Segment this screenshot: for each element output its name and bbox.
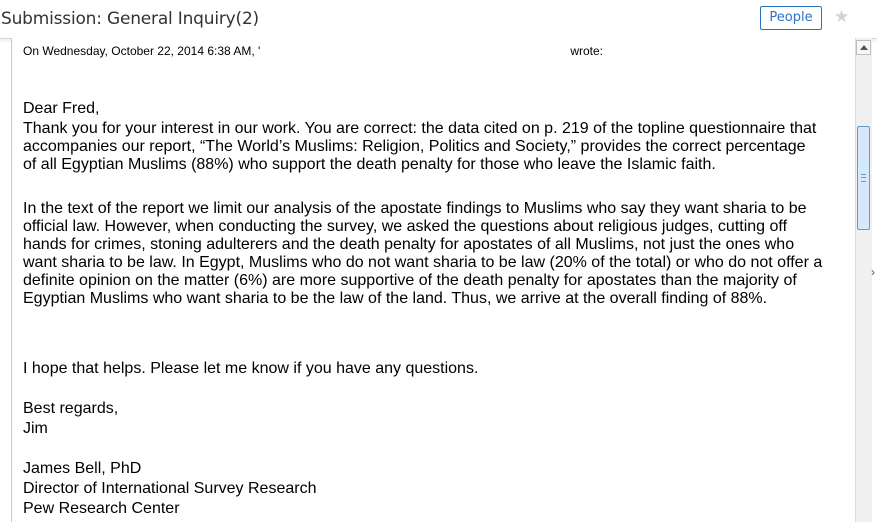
closing-name: Jim [23, 420, 48, 437]
paragraph-1: Thank you for your interest in our work. You are correct: the data cited on p. 219 of the topline questionnaire that accompanies our report, “The World’s Muslims: Religion, Politics and Society,” provides the correct percentage of all Egyptian Muslims (88%) who support the death penalty for those who leave the Islamic faith. [23, 120, 817, 173]
signature-org: Pew Research Center [23, 500, 180, 517]
scroll-up-arrow-icon[interactable] [856, 40, 871, 55]
window-header [0, 0, 877, 39]
message-subject: Submission: General Inquiry(2) [1, 9, 259, 29]
closing: Best regards, [23, 400, 119, 417]
vertical-scrollbar[interactable] [855, 38, 872, 522]
people-button[interactable]: People [760, 6, 822, 30]
scroll-thumb[interactable] [857, 126, 870, 230]
paragraph-2: In the text of the report we limit our analysis of the apostate findings to Muslims who say they want sharia to be official law. However, when conducting the survey, we asked the questions about religious judges, cutting off hands for crimes, stoning adulterers and the death penalty for apostates of all Muslims, not just the ones who want sharia to be law. In Egypt, Muslims who do not want sharia to be law (20% of the total) or who do not offer a definite opinion on the matter (6%) are more supportive of the death penalty for apostates than the majority of Egyptian Muslims who want sharia to be the law of the land. Thus, we arrive at the overall finding of 88%. [23, 200, 823, 307]
message-pane [11, 38, 855, 522]
quote-header [23, 44, 603, 58]
redacted-sender [260, 44, 570, 57]
signature-name: James Bell, PhD [23, 460, 142, 477]
greeting: Dear Fred, [23, 100, 100, 117]
quote-prefix: On Wednesday, October 22, 2014 6:38 AM, ' [23, 44, 261, 58]
quote-suffix: wrote: [570, 44, 604, 58]
chevron-right-icon[interactable]: › [871, 265, 875, 279]
star-icon[interactable]: ★ [834, 7, 850, 26]
paragraph-3: I hope that helps. Please let me know if you have any questions. [23, 360, 479, 377]
signature-title: Director of International Survey Research [23, 480, 317, 497]
grip-icon [861, 174, 866, 182]
